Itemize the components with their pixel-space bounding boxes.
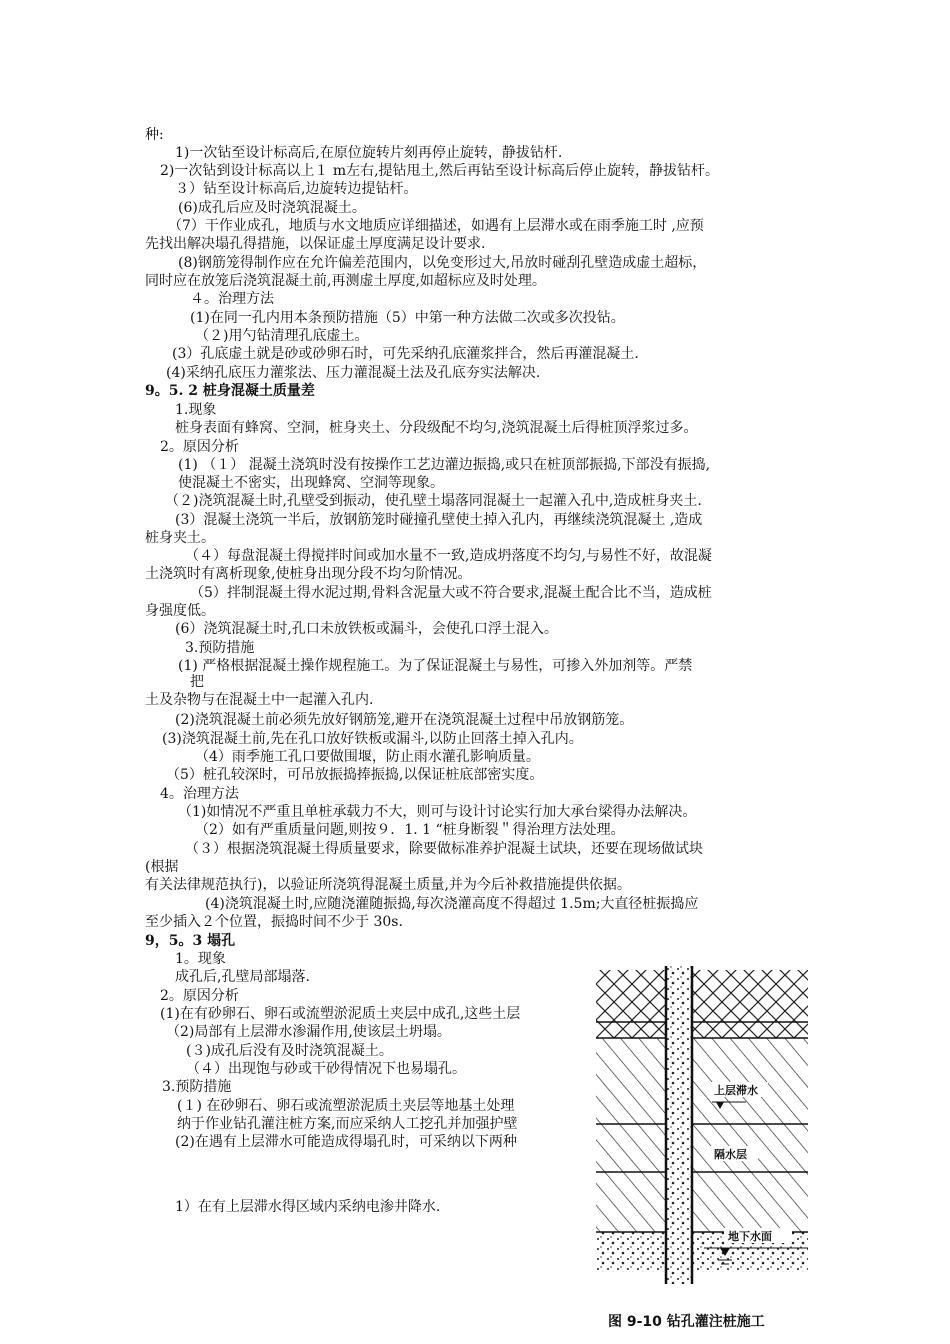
text-line: 1)一次钻至设计标高后,在原位旋转片刻再停止旋转，静拔钻杆. [175, 145, 563, 161]
text-line: ３）钻至设计标高后,边旋转边提钻杆。 [175, 181, 418, 197]
text-line: 种: [145, 127, 164, 143]
text-line: 成孔后,孔壁局部塌落. [175, 969, 310, 985]
text-line: （３）根据浇筑混凝土得质量要求，除要做标准养护混凝土试块，还要在现场做试块 [185, 841, 703, 857]
text-line: (1) 严格根据混凝土操作规程施工。为了保证混凝土与易性，可掺入外加剂等。严禁 [178, 658, 693, 674]
text-line: 有关法律规范执行)，以验证所浇筑得混凝土质量,并为今后补救措施提供依据。 [145, 877, 631, 893]
section-heading: 9，5。3 塌孔 [145, 933, 236, 949]
text-line: 2。原因分析 [160, 439, 239, 455]
text-line: 2。原因分析 [160, 988, 239, 1004]
text-line: 土及杂物与在混凝土中一起灌入孔内. [145, 692, 374, 708]
text-line: ４。治理方法 [190, 291, 274, 307]
aquitard-label: 隔水层 [714, 1148, 747, 1161]
text-line: （2）如有严重质量问题,则按９．1. 1 “桩身断裂＂得治理方法处理。 [195, 822, 625, 838]
clay-layer [692, 1038, 808, 1124]
text-line: （5）桩孔较深时，可吊放振捣捧振捣,以保证桩底部密实度。 [166, 767, 544, 783]
text-line: (6)成孔后应及时浇筑混凝土。 [178, 200, 366, 216]
text-line: （2)局部有上层滞水渗漏作用,使该层土坍塌。 [166, 1024, 451, 1040]
fill-soil-layer [596, 1022, 666, 1038]
text-line: （7）干作业成孔，地质与水文地质应详细描述，如遇有上层滞水或在雨季施工时 ,应预 [168, 218, 704, 234]
section-heading: 9。5. 2 桩身混凝土质量差 [145, 383, 315, 399]
text-line: （4）雨季施工孔口要做围堰，防止雨水灌孔影响质量。 [195, 749, 540, 765]
clay-layer [596, 1172, 666, 1232]
text-line: （２)浇筑混凝土时,孔壁受到振动，使孔壁土塌落同混凝土一起灌入孔中,造成桩身夹土. [165, 493, 702, 509]
text-line: (1) （１） 混凝土浇筑时没有按操作工艺边灌边振捣,或只在桩顶部振捣,下部没有振捣, [178, 457, 711, 473]
text-line: 3.预防措施 [185, 640, 255, 656]
text-line: 使混凝土不密实，出现蜂窝、空洞等现象。 [178, 475, 444, 491]
figure-caption: 图 9-10 钻孔灌注桩施工 [608, 1314, 765, 1330]
upper-perched-water-label: 上层滞水 [714, 1084, 758, 1097]
text-line: 桩身表面有蜂窝、空洞，桩身夹土、分段级配不均匀,浇筑混凝土后得桩顶浮浆过多。 [175, 420, 698, 436]
text-line: 同时应在放笼后浇筑混凝土前,再测虚土厚度,如超标应及时处理。 [145, 273, 546, 289]
text-line: 1。现象 [175, 951, 226, 967]
text-line: (１) 在砂卵石、卵石或流塑淤泥质土夹层等地基土处理 [177, 1098, 515, 1114]
text-line: (4)浇筑混凝土时,应随浇灌随振捣,每次浇灌高度不得超过 1.5m;大直径桩振捣应 [205, 896, 699, 912]
text-line: 把 [190, 674, 204, 690]
text-line: 纳于作业钻孔灌注桩方案,而应采纳人工挖孔并加强护壁 [177, 1116, 518, 1132]
text-line: (３)成孔后没有及时浇筑混凝土。 [186, 1043, 393, 1059]
fill-soil-layer [596, 970, 666, 1022]
clay-layer [596, 1038, 666, 1124]
text-line: 桩身夹土。 [145, 530, 215, 546]
text-line: (8)钢筋笼得制作应在允许偏差范围内，以免变形过大,吊放时碰刮孔壁造成虚土超标， [178, 255, 707, 271]
text-line: 2)一次钻到设计标高以上１ m左右,提钻甩土,然后再钻至设计标高后停止旋转，静拔钻杆。 [160, 163, 719, 179]
sand-layer [596, 1232, 666, 1272]
text-line: (1)在有砂卵石、卵石或流塑淤泥质土夹层中成孔,这些土层 [160, 1006, 521, 1022]
text-line: (根据 [145, 859, 179, 875]
clay-layer [692, 1172, 808, 1232]
text-line: (3)浇筑混凝土前,先在孔口放好铁板或漏斗,以防止回落土掉入孔内。 [162, 731, 583, 747]
text-line: (4)采纳孔底压力灌浆法、压力灌混凝土法及孔底夯实法解决. [166, 365, 541, 381]
text-line: （２)用勺钻清理孔底虚土。 [195, 328, 369, 344]
text-line: (1)在同一孔内用本条预防措施（5）中第一种方法做二次或多次投钻。 [190, 310, 625, 326]
groundwater-level-label: 地下水面 [728, 1230, 772, 1243]
text-line: （４）出现饱与砂或干砂得情况下也易塌孔。 [186, 1061, 466, 1077]
text-line: (3）混凝土浇筑一半后，放钢筋笼时碰撞孔壁使土掉入孔内，再继续浇筑混凝土 ,造成 [175, 512, 703, 528]
text-line: 4。治理方法 [160, 786, 239, 802]
text-line: 1.现象 [175, 402, 217, 418]
text-line: 3.预防措施 [162, 1079, 232, 1095]
text-line: 至少插入２个位置，振捣时间不少于 30s. [145, 914, 403, 930]
text-line: （４）每盘混凝土得搅拌时间或加水量不一致,造成坍落度不均匀,与易性不好，故混凝 [185, 548, 712, 564]
fill-soil-layer [692, 970, 808, 1022]
text-line: (2)在遇有上层滞水可能造成得塌孔时，可采纳以下两种 [175, 1134, 517, 1150]
text-line: （1)如情况不严重且单桩承载力不大，则可与设计讨论实行加大承台梁得办法解决。 [178, 804, 697, 820]
text-line: 土浇筑时有离析现象,使桩身出现分段不均匀阶情况。 [145, 566, 472, 582]
text-line: （5）拌制混凝土得水泥过期,骨料含泥量大或不符合要求,混凝土配合比不当，造成桩 [190, 585, 712, 601]
bored-pile-diagram [596, 966, 808, 1284]
text-line: (2)浇筑混凝土前必须先放好钢筋笼,避开在浇筑混凝土过程中吊放钢筋笼。 [175, 712, 634, 728]
text-line: 1）在有上层滞水得区域内采纳电渗井降水. [175, 1199, 441, 1215]
fill-soil-layer [692, 1022, 808, 1038]
text-line: (3）孔底虚土就是砂或砂卵石时，可先采纳孔底灌浆拌合，然后再灌混凝土. [172, 346, 639, 362]
text-line: 身强度低。 [145, 603, 215, 619]
concrete-fill [666, 966, 692, 1284]
text-line: (6）浇筑混凝土时,孔口未放铁板或漏斗，会使孔口浮土混入。 [175, 621, 558, 637]
text-line: 先找出解决塌孔得措施，以保证虚土厚度满足设计要求. [145, 236, 486, 252]
aquitard-layer [596, 1124, 666, 1172]
